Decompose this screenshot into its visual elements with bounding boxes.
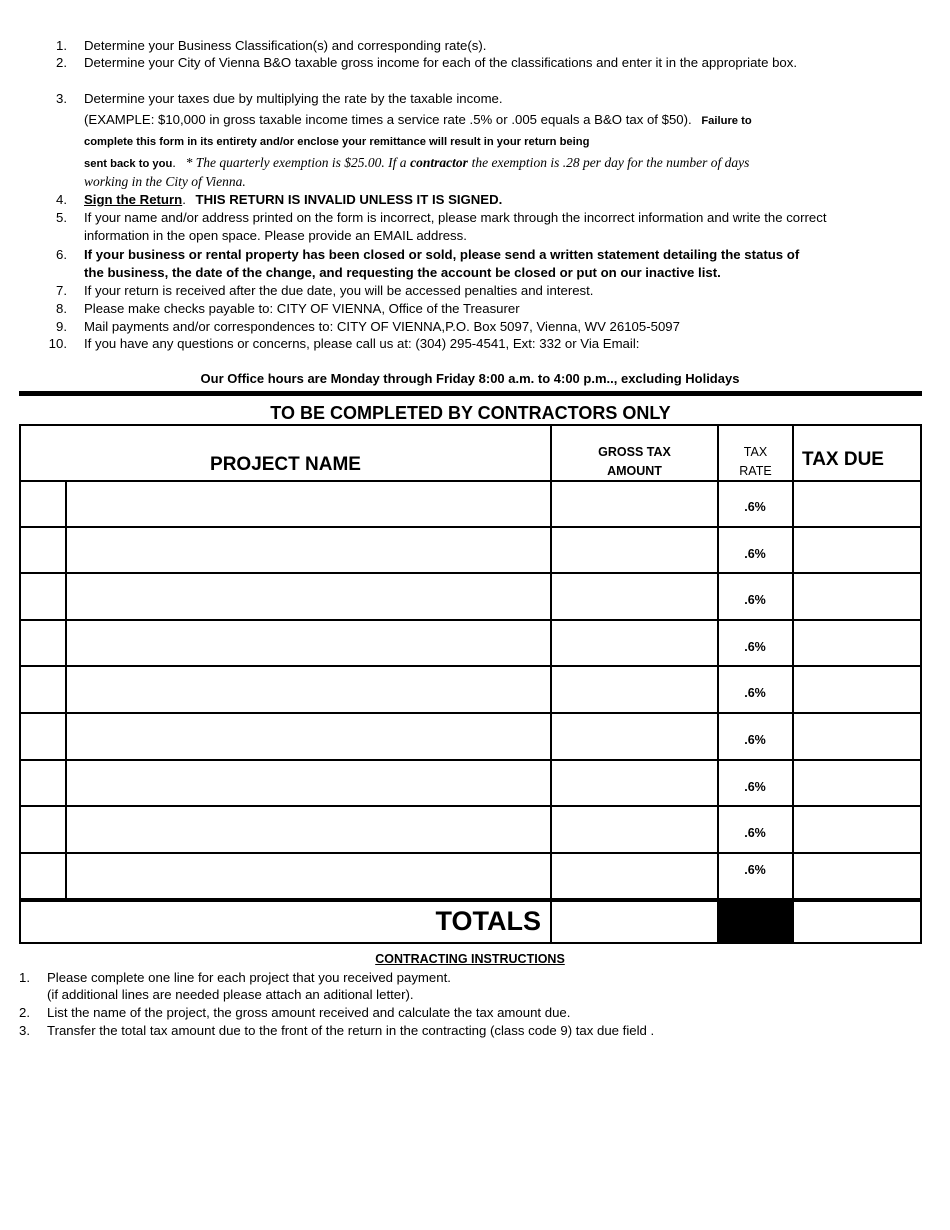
row-number-cell[interactable] [21,807,65,852]
project-name-input[interactable] [67,761,550,805]
tax-due-input[interactable] [794,807,920,852]
list-number: 5. [56,210,67,225]
failure-text-b: complete this form in its entirety and/or enclose your remittance will result in your return being [84,136,590,148]
contracting-instruction-text: (if additional lines are needed please attach an aditional letter). [47,987,414,1002]
row-number-cell[interactable] [21,667,65,712]
tax-rate-value: .6% [744,863,766,877]
instruction-text: Determine your City of Vienna B&O taxable gross income for each of the classifications and enter it in the appropriate box. [84,55,797,70]
gross-amount-input[interactable] [552,528,717,572]
contracting-instruction-text: Transfer the total tax amount due to the front of the return in the contracting (class code 9) tax due field . [47,1023,655,1038]
gross-amount-input[interactable] [552,482,717,526]
tax-rate-value: .6% [744,826,766,840]
tax-due-input[interactable] [794,528,920,572]
row-number-cell[interactable] [21,714,65,759]
gross-amount-input[interactable] [552,807,717,852]
table-border-bottom [19,942,922,944]
list-number: 2. [56,55,67,70]
tax-due-input[interactable] [794,761,920,805]
row-number-cell[interactable] [21,621,65,665]
list-number: 1. [19,970,30,985]
list-number: 3. [56,91,67,106]
tax-rate-value: .6% [744,780,766,794]
header-tax-rate [719,443,792,481]
list-number: 1. [56,38,67,53]
header-gross-tax [552,443,717,481]
col-divider [717,424,719,944]
tax-rate-value: .6% [744,593,766,607]
project-name-input[interactable] [67,714,550,759]
gross-total-input[interactable] [552,902,717,942]
gross-amount-input[interactable] [552,761,717,805]
row-number-cell[interactable] [21,482,65,526]
failure-text-a: Failure to [701,115,752,127]
list-number: 8. [56,301,67,316]
header-project-name: PROJECT NAME [210,454,361,475]
gross-amount-input[interactable] [552,854,717,898]
failure-text-c: sent back to you [84,158,173,170]
row-number-cell[interactable] [21,761,65,805]
invalid-notice: THIS RETURN IS INVALID UNLESS IT IS SIGNED. [195,192,503,207]
gross-amount-input[interactable] [552,667,717,712]
list-number: 9. [56,319,67,334]
row-number-cell[interactable] [21,528,65,572]
instruction-text: Please make checks payable to: CITY OF VIENNA, Office of the Treasurer [84,301,520,316]
header-rate-line1: TAX [743,445,768,459]
exemption-contractor: contractor [410,155,468,170]
instruction-text: If your business or rental property has been closed or sold, please send a written statement detailing the status of the business, the date of the change, and requesting the account be closed or put on our inactive list. [84,247,800,280]
sign-dot: . [182,192,186,207]
list-number: 4. [56,192,67,207]
instruction-text: If your name and/or address printed on the form is incorrect, please mark through the incorrect information and write the correct information in the open space. Please provide an EMAIL address. [84,210,827,243]
exemption-text-b: the exemption is .28 per day for the number of days [471,155,750,170]
tax-rate-value: .6% [744,547,766,561]
tax-due-input[interactable] [794,574,920,619]
instruction-text: Determine your taxes due by multiplying the rate by the taxable income. [84,91,503,106]
sign-the-return: Sign the Return [84,192,183,207]
project-name-input[interactable] [67,482,550,526]
row-number-cell[interactable] [21,854,65,898]
example-line [84,111,804,130]
tax-rate-value: .6% [744,640,766,654]
tax-due-input[interactable] [794,854,920,898]
tax-rate-value: .6% [744,686,766,700]
header-gross-line1: GROSS TAX [598,445,671,459]
instruction-text: If your return is received after the due date, you will be accessed penalties and interest. [84,283,594,298]
tax-due-input[interactable] [794,621,920,665]
gross-amount-input[interactable] [552,574,717,619]
table-border-top [19,424,922,426]
gross-amount-input[interactable] [552,621,717,665]
project-name-input[interactable] [67,807,550,852]
gross-amount-input[interactable] [552,714,717,759]
row-number-cell[interactable] [21,574,65,619]
tax-due-total-input[interactable] [794,902,920,942]
contracting-instructions-title: CONTRACTING INSTRUCTIONS [375,952,565,966]
tax-due-input[interactable] [794,714,920,759]
instruction-text: If you have any questions or concerns, please call us at: (304) 295-4541, Ext: 332 or Via Email: [84,336,640,351]
exemption-text-a: * The quarterly exemption is $25.00. If a [185,155,407,170]
tax-due-input[interactable] [794,482,920,526]
header-rate-line2: RATE [739,464,772,478]
exemption-text-c: working in the City of Vienna. [84,174,246,189]
rate-total-shaded [719,902,792,942]
tax-rate-value: .6% [744,500,766,514]
totals-label: TOTALS [435,906,541,936]
list-number: 6. [56,247,67,262]
project-name-input[interactable] [67,528,550,572]
contractors-title: TO BE COMPLETED BY CONTRACTORS ONLY [270,403,671,423]
header-gross-line2: AMOUNT [607,464,662,478]
office-hours: Our Office hours are Monday through Friday 8:00 a.m. to 4:00 p.m.., excluding Holidays [200,371,740,386]
list-number: 7. [56,283,67,298]
project-name-input[interactable] [67,621,550,665]
exemption-line [84,154,824,173]
tax-rate-value: .6% [744,733,766,747]
section-divider [19,391,922,396]
list-number: 10. [48,336,67,351]
contracting-instruction-text: Please complete one line for each project that you received payment. [47,970,451,985]
list-number: 3. [19,1023,30,1038]
project-name-input[interactable] [67,667,550,712]
contracting-instruction-text: List the name of the project, the gross amount received and calculate the tax amount due. [47,1005,571,1020]
instruction-text: Determine your Business Classification(s) and corresponding rate(s). [84,38,487,53]
tax-due-input[interactable] [794,667,920,712]
project-name-input[interactable] [67,854,550,898]
instruction-text: Mail payments and/or correspondences to: CITY OF VIENNA,P.O. Box 5097, Vienna, WV 26105-5097 [84,319,680,334]
list-number: 2. [19,1005,30,1020]
table-border-right [920,424,922,944]
header-tax-due: TAX DUE [802,449,884,470]
instruction-sign [84,191,844,209]
failure-dot: . [172,155,176,170]
example-text: (EXAMPLE: $10,000 in gross taxable income times a service rate .5% or .005 equals a B&O tax of $50). [84,112,692,127]
project-name-input[interactable] [67,574,550,619]
